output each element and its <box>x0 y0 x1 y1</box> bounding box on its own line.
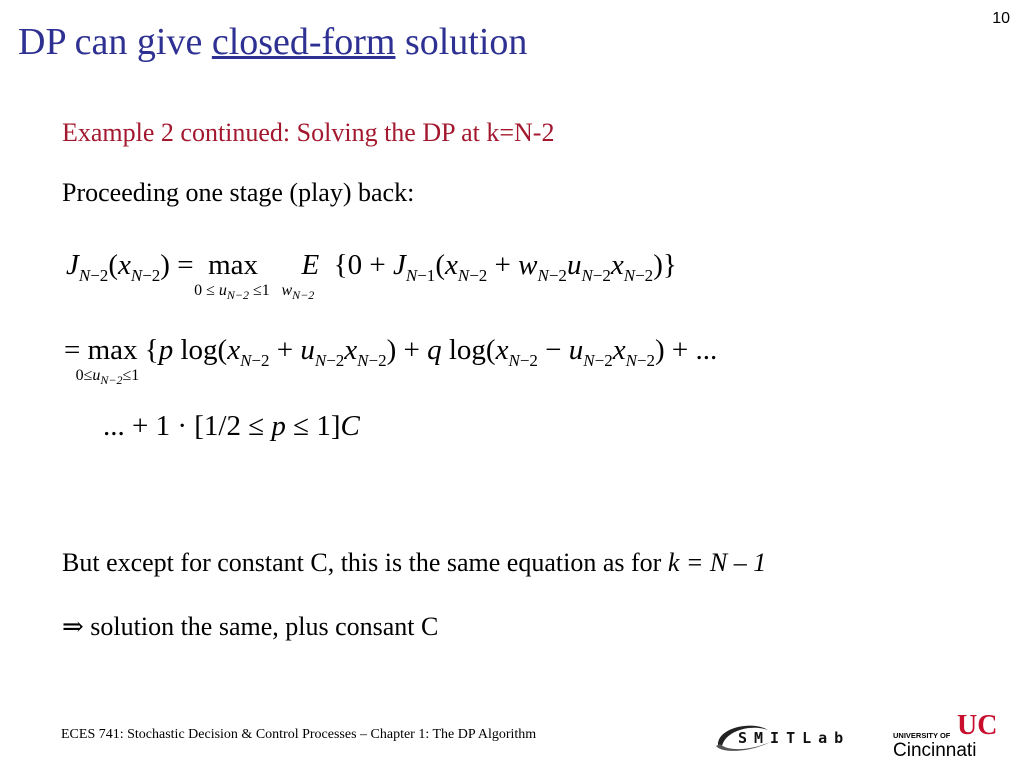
conclusion-body: But except for constant C, this is the same equation as for <box>62 548 668 577</box>
example-subtitle: Example 2 continued: Solving the DP at k=N-2 <box>62 118 555 147</box>
smitlab-text: SMITLab <box>738 729 851 747</box>
max-operator: max $0\le u_{N-2}\le 1$ <box>75 334 140 387</box>
implication-body: solution the same, plus consant C <box>83 612 439 641</box>
implies-symbol: ⇒ <box>62 612 84 641</box>
uc-line1: UNIVERSITY OF <box>893 731 951 740</box>
uc-mark: UC <box>957 710 998 741</box>
title-suffix: solution <box>395 21 528 63</box>
title-prefix: DP can give <box>18 21 212 63</box>
slide-number: 10 <box>992 10 1010 27</box>
equation-line-3: ... + 1 · [1/2 ≤ p ≤ 1]C <box>103 410 360 442</box>
intro-text: Proceeding one stage (play) back: <box>62 178 415 207</box>
uc-logo <box>893 708 1005 762</box>
conclusion-math: k = N – 1 <box>667 548 767 577</box>
equation-line-2: = max $0\le u_{N-2}\le 1$ {p $\log(x_{N-2} + u_{N-2}x_{N-2}) + q$ $\log(x_{N-2} - u_{N-2}x_{N-2})$ + ... <box>64 334 718 387</box>
title-link[interactable]: closed-form <box>211 21 396 63</box>
conclusion-text <box>62 548 766 578</box>
equation-line-1: $J_{N-2}(x_{N-2}) = \max$ $0 \le u_{N-2} \le 1$ E $w_{N-2}$ $\{0 + J_{N-1}(x_{N-2} + w_{N-2}u_{N-2}x_{N-2})\}$ <box>66 249 677 302</box>
slide-title <box>18 20 527 64</box>
implication-text <box>62 612 438 642</box>
max-operator: max $0 \le u_{N-2} \le 1$ <box>194 249 270 302</box>
uc-line2: Cincinnati <box>893 740 977 761</box>
expectation-operator: E $w_{N-2}$ <box>281 249 320 302</box>
footer: ECES 741: Stochastic Decision & Control Processes – Chapter 1: The DP Algorithm <box>61 727 537 742</box>
smitlab-logo <box>712 716 862 756</box>
